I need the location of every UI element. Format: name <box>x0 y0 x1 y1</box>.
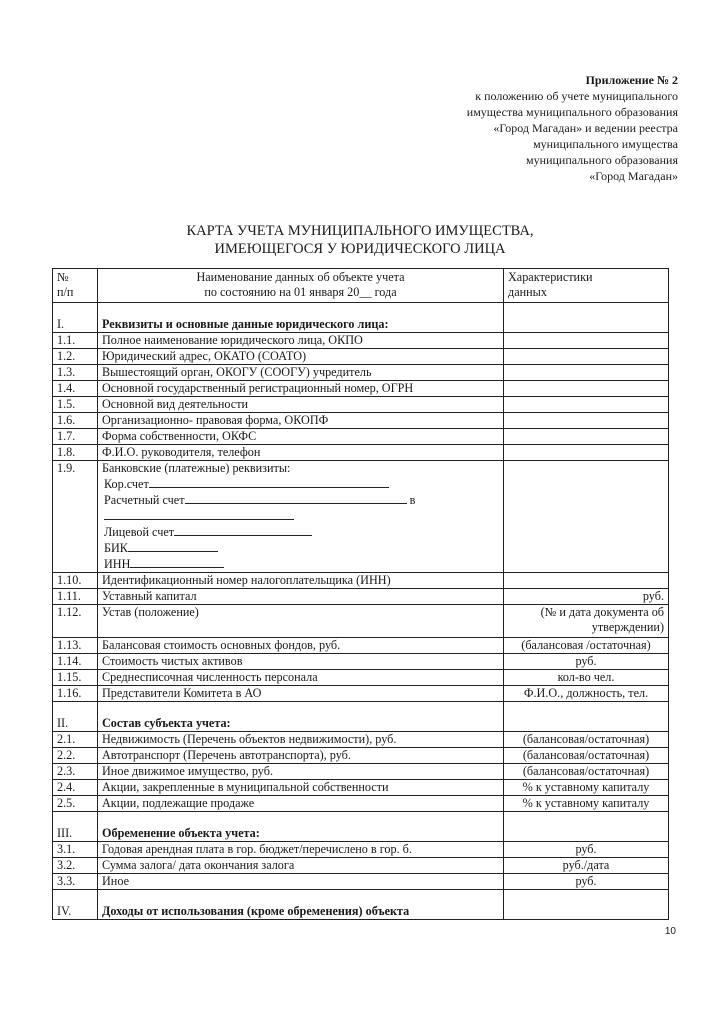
table-row <box>53 333 669 349</box>
row-num: 3.1. <box>53 842 98 858</box>
appendix-block <box>378 72 678 184</box>
appendix-line: имущества муниципального образования <box>466 105 678 119</box>
section-row <box>53 702 669 732</box>
appendix-title: Приложение № 2 <box>585 73 678 87</box>
row-value[interactable]: % к уставному капиталу <box>504 780 669 796</box>
table-row <box>53 429 669 445</box>
row-name: Автотранспорт (Перечень автотранспорта), руб. <box>98 748 504 764</box>
section-row <box>53 303 669 333</box>
header-name-line: Наименование данных об объекте учета <box>196 270 405 284</box>
header-chars-cell <box>504 269 669 303</box>
row-num: 1.7. <box>53 429 98 445</box>
row-name: Недвижимость (Перечень объектов недвижимости), руб. <box>98 732 504 748</box>
inn-label: ИНН <box>104 557 131 571</box>
row-value[interactable]: руб. <box>504 589 669 605</box>
kor-account-field[interactable] <box>149 476 389 488</box>
row-value[interactable] <box>504 445 669 461</box>
table-row <box>53 842 669 858</box>
settlement-account-label: Расчетный счет <box>104 493 185 507</box>
row-name: Форма собственности, ОКФС <box>98 429 504 445</box>
row-value[interactable]: кол-во чел. <box>504 670 669 686</box>
header-chars-line: данных <box>508 285 547 299</box>
row-value[interactable]: (балансовая /остаточная) <box>504 638 669 654</box>
row-name: Устав (положение) <box>98 605 504 638</box>
row-name: Организационно- правовая форма, ОКОПФ <box>98 413 504 429</box>
row-num: 2.3. <box>53 764 98 780</box>
appendix-line: «Город Магадан» <box>589 169 678 183</box>
row-num: 1.8. <box>53 445 98 461</box>
table-row <box>53 686 669 702</box>
row-name: Балансовая стоимость основных фондов, руб. <box>98 638 504 654</box>
row-value[interactable]: руб. <box>504 874 669 890</box>
row-num: 1.12. <box>53 605 98 638</box>
row-name: Стоимость чистых активов <box>98 654 504 670</box>
row-value[interactable] <box>504 413 669 429</box>
row-name: Среднесписочная численность персонала <box>98 670 504 686</box>
header-name-cell <box>98 269 504 303</box>
row-num: 1.4. <box>53 381 98 397</box>
section-value-cell[interactable] <box>504 812 669 842</box>
appendix-line: «Город Магадан» и ведении реестра <box>493 121 678 135</box>
settlement-account-field[interactable] <box>185 492 407 504</box>
row-value[interactable] <box>504 381 669 397</box>
section-num: II. <box>53 702 98 732</box>
document-title-line: ИМЕЮЩЕГОСЯ У ЮРИДИЧЕСКОГО ЛИЦА <box>214 241 506 257</box>
row-num: 1.10. <box>53 573 98 589</box>
table-row <box>53 605 669 638</box>
table-row <box>53 670 669 686</box>
row-value-line: (№ и дата документа об <box>540 605 664 619</box>
row-value[interactable]: руб. <box>504 654 669 670</box>
bank-in-label: в <box>409 493 416 507</box>
header-num-cell <box>53 269 98 303</box>
table-row <box>53 764 669 780</box>
header-num-line: п/п <box>57 285 74 299</box>
document-title-line: КАРТА УЧЕТА МУНИЦИПАЛЬНОГО ИМУЩЕСТВА, <box>186 223 534 239</box>
bank-details-cell <box>98 461 504 573</box>
row-name: Основной государственный регистрационный номер, ОГРН <box>98 381 504 397</box>
row-name: Юридический адрес, ОКАТО (СОАТО) <box>98 349 504 365</box>
appendix-line: муниципального образования <box>526 153 678 167</box>
row-value[interactable]: (балансовая/остаточная) <box>504 764 669 780</box>
row-name: Ф.И.О. руководителя, телефон <box>98 445 504 461</box>
row-name: Идентификационный номер налогоплательщика (ИНН) <box>98 573 504 589</box>
row-value[interactable] <box>504 461 669 573</box>
row-num: 3.3. <box>53 874 98 890</box>
row-name: Иное движимое имущество, руб. <box>98 764 504 780</box>
section-title: Состав субъекта учета: <box>98 702 504 732</box>
row-num: 1.3. <box>53 365 98 381</box>
row-value[interactable]: руб. <box>504 842 669 858</box>
row-name: Сумма залога/ дата окончания залога <box>98 858 504 874</box>
row-num: 1.16. <box>53 686 98 702</box>
row-num: 2.5. <box>53 796 98 812</box>
section-value-cell[interactable] <box>504 303 669 333</box>
header-chars-line: Характеристики <box>508 270 593 284</box>
row-value-line: утверждении) <box>591 620 664 634</box>
row-num: 2.4. <box>53 780 98 796</box>
section-num: III. <box>53 812 98 842</box>
row-name: Акции, подлежащие продаже <box>98 796 504 812</box>
row-value[interactable]: руб./дата <box>504 858 669 874</box>
row-name: Основной вид деятельности <box>98 397 504 413</box>
section-row <box>53 890 669 920</box>
row-num: 2.1. <box>53 732 98 748</box>
row-value[interactable] <box>504 573 669 589</box>
appendix-line: к положению об учете муниципального <box>475 89 678 103</box>
row-value[interactable]: Ф.И.О., должность, тел. <box>504 686 669 702</box>
table-row <box>53 796 669 812</box>
table-row <box>53 381 669 397</box>
row-value[interactable]: % к уставному капиталу <box>504 796 669 812</box>
section-value-cell[interactable] <box>504 890 669 920</box>
appendix-line: муниципального имущества <box>533 137 678 151</box>
section-num: I. <box>53 303 98 333</box>
table-row <box>53 780 669 796</box>
row-num: 3.2. <box>53 858 98 874</box>
property-card-table <box>52 268 669 920</box>
table-row <box>53 732 669 748</box>
bank-details-title: Банковские (платежные) реквизиты: <box>102 461 291 475</box>
table-row <box>53 638 669 654</box>
row-name: Акции, закрепленные в муниципальной собственности <box>98 780 504 796</box>
inn-field[interactable] <box>130 556 224 568</box>
personal-account-label: Лицевой счет <box>104 525 175 539</box>
table-row <box>53 349 669 365</box>
row-value[interactable] <box>504 397 669 413</box>
table-row <box>53 858 669 874</box>
bik-field[interactable] <box>128 540 218 552</box>
section-value-cell[interactable] <box>504 702 669 732</box>
row-name: Уставный капитал <box>98 589 504 605</box>
row-name: Иное <box>98 874 504 890</box>
row-value[interactable] <box>504 349 669 365</box>
document-title <box>60 222 660 258</box>
row-num: 1.15. <box>53 670 98 686</box>
personal-account-field[interactable] <box>174 524 312 536</box>
section-row <box>53 812 669 842</box>
header-name-line: по состоянию на 01 января 20__ года <box>204 285 397 299</box>
row-name: Представители Комитета в АО <box>98 686 504 702</box>
row-name: Полное наименование юридического лица, ОКПО <box>98 333 504 349</box>
row-value[interactable]: (балансовая/остаточная) <box>504 732 669 748</box>
row-num: 1.14. <box>53 654 98 670</box>
table-row <box>53 874 669 890</box>
table-row <box>53 413 669 429</box>
row-name: Годовая арендная плата в гор. бюджет/перечислено в гор. б. <box>98 842 504 858</box>
row-num: 1.5. <box>53 397 98 413</box>
section-title: Реквизиты и основные данные юридического лица: <box>98 303 504 333</box>
row-num: 1.9. <box>53 461 98 573</box>
bik-label: БИК <box>104 541 128 555</box>
section-num: IV. <box>53 890 98 920</box>
bank-details-row <box>53 461 669 573</box>
row-value[interactable] <box>504 333 669 349</box>
row-num: 2.2. <box>53 748 98 764</box>
table-row <box>53 589 669 605</box>
row-value[interactable] <box>504 365 669 381</box>
row-value[interactable]: (балансовая/остаточная) <box>504 748 669 764</box>
table-row <box>53 748 669 764</box>
kor-account-label: Кор.счет <box>104 477 149 491</box>
row-num: 1.13. <box>53 638 98 654</box>
page-number: 10 <box>664 926 676 937</box>
table-row <box>53 573 669 589</box>
bank-name-field[interactable] <box>104 508 294 520</box>
row-num: 1.11. <box>53 589 98 605</box>
row-num: 1.2. <box>53 349 98 365</box>
table-header-row <box>53 269 669 303</box>
table-row <box>53 654 669 670</box>
table-row <box>53 397 669 413</box>
section-title: Обременение объекта учета: <box>98 812 504 842</box>
row-value[interactable] <box>504 605 669 638</box>
row-value[interactable] <box>504 429 669 445</box>
row-name: Вышестоящий орган, ОКОГУ (СООГУ) учредитель <box>98 365 504 381</box>
header-num-line: № <box>57 270 69 284</box>
row-num: 1.1. <box>53 333 98 349</box>
table-row <box>53 445 669 461</box>
section-title: Доходы от использования (кроме обременения) объекта <box>98 890 504 920</box>
row-num: 1.6. <box>53 413 98 429</box>
table-row <box>53 365 669 381</box>
